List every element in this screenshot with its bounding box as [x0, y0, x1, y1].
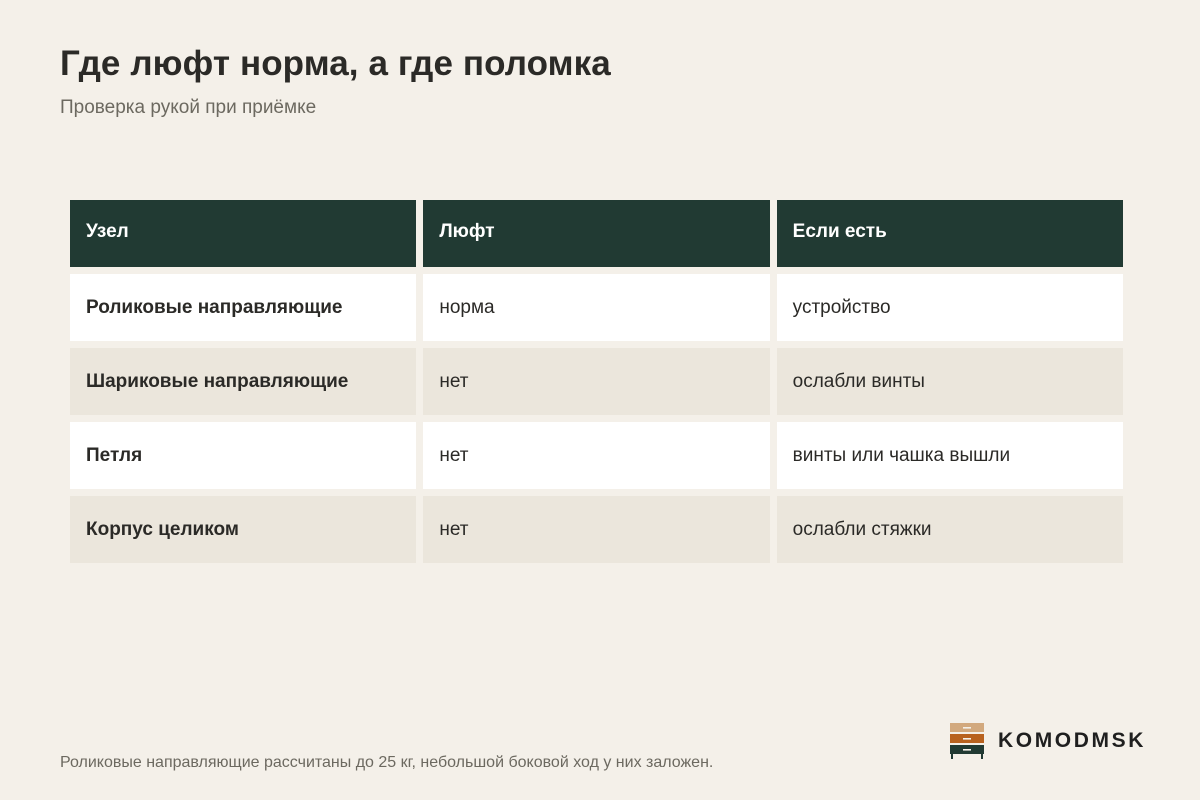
table-row: [70, 348, 1123, 415]
table-cell-if-present: ослабли винты: [777, 348, 1123, 415]
table-cell-play: нет: [423, 348, 769, 415]
table-cell-if-present: устройство: [777, 274, 1123, 341]
table-cell-play: нет: [423, 422, 769, 489]
table-header-row: [70, 200, 1123, 267]
table-row: [70, 496, 1123, 563]
table-cell-play: норма: [423, 274, 769, 341]
comparison-table: [70, 200, 1123, 570]
footnote: Роликовые направляющие рассчитаны до 25 кг, небольшой боковой ход у них заложен.: [60, 754, 714, 771]
column-header-label: Узел: [86, 220, 129, 242]
table-cell-if-present: ослабли стяжки: [777, 496, 1123, 563]
page-title: Где люфт норма, а где поломка: [60, 44, 611, 83]
brand-logo: [949, 722, 1146, 760]
table-cell-node: Роликовые направляющие: [70, 274, 416, 341]
table-cell-node: Корпус целиком: [70, 496, 416, 563]
chest-of-drawers-icon: [949, 722, 985, 760]
table-row: [70, 274, 1123, 341]
brand-name: KOMODMSK: [998, 729, 1146, 752]
column-header-node: [70, 200, 416, 267]
column-header-play: [423, 200, 769, 267]
table-cell-play: нет: [423, 496, 769, 563]
table-cell-node: Шариковые направляющие: [70, 348, 416, 415]
column-header-label: Если есть: [792, 220, 887, 242]
table-cell-if-present: винты или чашка вышли: [777, 422, 1123, 489]
page-subtitle: Проверка рукой при приёмке: [60, 97, 317, 118]
table-row: [70, 422, 1123, 489]
column-header-label: Люфт: [439, 220, 495, 242]
table-cell-node: Петля: [70, 422, 416, 489]
column-header-if-present: [777, 200, 1123, 267]
